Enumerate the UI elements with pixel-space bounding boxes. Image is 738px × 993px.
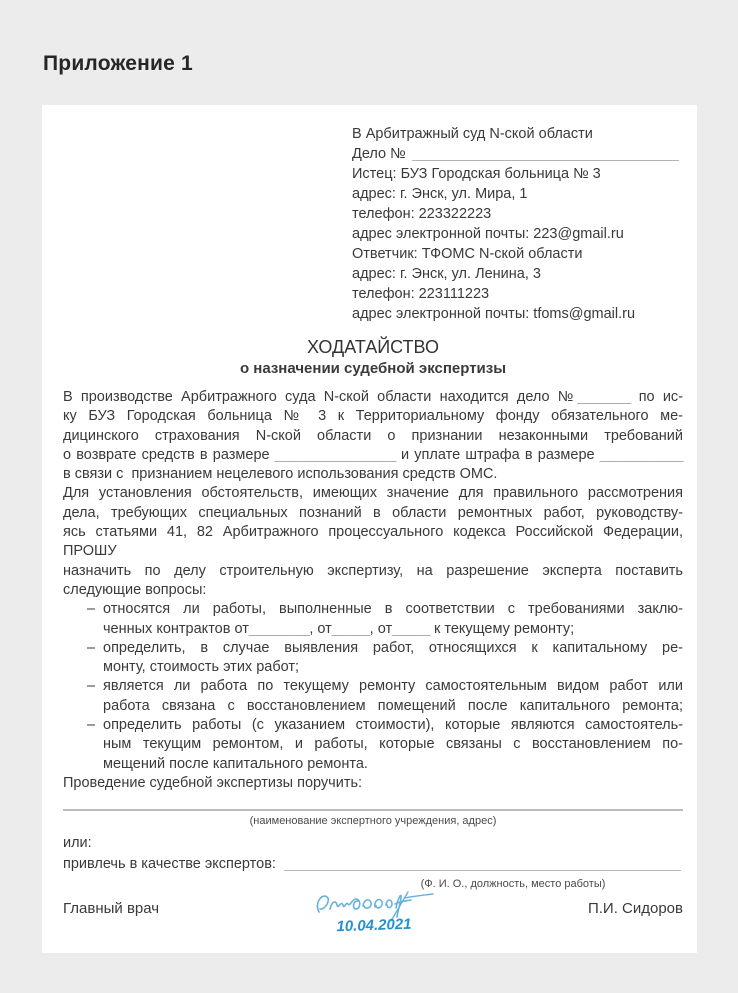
- body-line: является ли работа по текущему ремонту самостоятельным видом работ или: [103, 678, 683, 695]
- bullet-line: [63, 600, 683, 619]
- bullet-line: [63, 716, 683, 735]
- engage-experts-label: привлечь в качестве экспертов:: [63, 855, 276, 872]
- address-line-text: телефон: 223322223: [352, 206, 492, 222]
- body-line: ПРОШУ: [63, 543, 117, 560]
- body-line: В производстве Арбитражного суда N-ской области находится дело №_______ по ис-: [63, 389, 683, 405]
- address-line: [352, 304, 683, 324]
- address-line: [352, 164, 683, 184]
- case-number-fill-line: [412, 144, 679, 161]
- petition-title-block: [63, 336, 683, 378]
- body-line: определить, в случае выявления работ, относящихся к капитальному ре-: [103, 639, 683, 656]
- address-line-text: адрес электронной почты: tfoms@gmail.ru: [352, 306, 636, 322]
- petition-title: ХОДАТАЙСТВО: [307, 337, 439, 357]
- body-line: определить работы (с указанием стоимости), которые являются самостоятель-: [103, 717, 683, 734]
- signatory-role: Главный врач: [63, 899, 160, 917]
- signature-row: [63, 899, 683, 936]
- signature-block: [299, 885, 449, 936]
- body-line: дела, требующих специальных познаний в области ремонтных работ, руководству-: [63, 504, 683, 521]
- institution-fill-line: [63, 809, 683, 811]
- experts-fill-line: [284, 855, 681, 871]
- signatory-name: П.И. Сидоров: [587, 899, 683, 917]
- address-line: [352, 264, 683, 284]
- body-line: ным текущим ремонтом, и работы, которые связаны с восстановлением по-: [103, 736, 683, 753]
- bullet-marker: –: [87, 678, 96, 695]
- blank-field: ________: [248, 620, 310, 637]
- bullet-marker: –: [87, 601, 96, 618]
- body-line: ку БУЗ Городская больница № 3 к Территориальному фонду обязательного ме-: [63, 408, 683, 425]
- body-line: относятся ли работы, выполненные в соответствии с требованиями заклю-: [103, 601, 683, 618]
- page-title: Приложение 1: [43, 52, 193, 75]
- petition-body: [63, 388, 683, 793]
- address-line-text: адрес: г. Энск, ул. Ленина, 3: [352, 266, 541, 282]
- bullet-line: [63, 639, 683, 658]
- body-line: ченных контрактов от________, от_____, от_____ к текущему ремонту;: [103, 620, 575, 637]
- body-line: ясь статьями 41, 82 Арбитражного процессуального кодекса Российской Федерации,: [63, 524, 683, 541]
- court-address-block: [352, 124, 683, 324]
- body-line: Проведение судебной экспертизы поручить:: [63, 774, 363, 791]
- body-line: в связи с признанием нецелевого использования средств ОМС.: [63, 466, 498, 483]
- blank-field: ________________: [274, 446, 396, 463]
- bullet-marker: –: [87, 717, 96, 734]
- address-line: [352, 244, 683, 264]
- body-line: мещений после капитального ремонта.: [103, 755, 368, 772]
- address-line-text: телефон: 223111223: [352, 286, 490, 302]
- address-line: [352, 124, 683, 144]
- body-line: назначить по делу строительную экспертизу, на разрешение эксперта поставить: [63, 562, 683, 579]
- signature-date: 10.04.2021: [335, 915, 412, 936]
- address-line: [352, 284, 683, 304]
- body-line: работа связана с восстановлением помещений после капитального ремонта;: [103, 697, 683, 714]
- institution-caption: (наименование экспертного учреждения, адрес): [249, 815, 497, 828]
- blank-field: ___________: [599, 446, 683, 463]
- address-line-text: адрес: г. Энск, ул. Мира, 1: [352, 186, 528, 202]
- body-line: следующие вопросы:: [63, 581, 207, 598]
- address-line-text: Дело №: [352, 146, 406, 162]
- body-line: дицинского страхования N-ской области о признании незаконными требований: [63, 427, 683, 444]
- engage-experts-row: [63, 855, 683, 874]
- body-line: монту, стоимость этих работ;: [103, 659, 300, 676]
- address-line: [352, 224, 683, 244]
- or-label: или:: [63, 835, 92, 852]
- bullet-marker: –: [87, 639, 96, 656]
- experts-caption: (Ф. И. О., должность, место работы): [420, 877, 606, 890]
- blank-field: _____: [392, 620, 430, 637]
- petition-subtitle: о назначении судебной экспертизы: [239, 360, 507, 377]
- bullet-line: [63, 677, 683, 696]
- address-line: [352, 184, 683, 204]
- blank-field: _____: [331, 620, 370, 637]
- address-line-text: В Арбитражный суд N-ской области: [352, 126, 593, 142]
- body-line: Для установления обстоятельств, имеющих значение для правильного рассмотрения: [63, 485, 683, 502]
- address-line-text: Истец: БУЗ Городская больница № 3: [352, 166, 601, 182]
- address-line-text: адрес электронной почты: 223@gmail.ru: [352, 226, 624, 242]
- address-line: [352, 144, 683, 164]
- blank-field: _______: [577, 389, 631, 405]
- address-line-text: Ответчик: ТФОМС N-ской области: [352, 246, 583, 262]
- body-line: о возврате средств в размере ________________ и уплате штрафа в размере ___________: [63, 446, 683, 463]
- address-line: [352, 204, 683, 224]
- document-card: [42, 105, 697, 953]
